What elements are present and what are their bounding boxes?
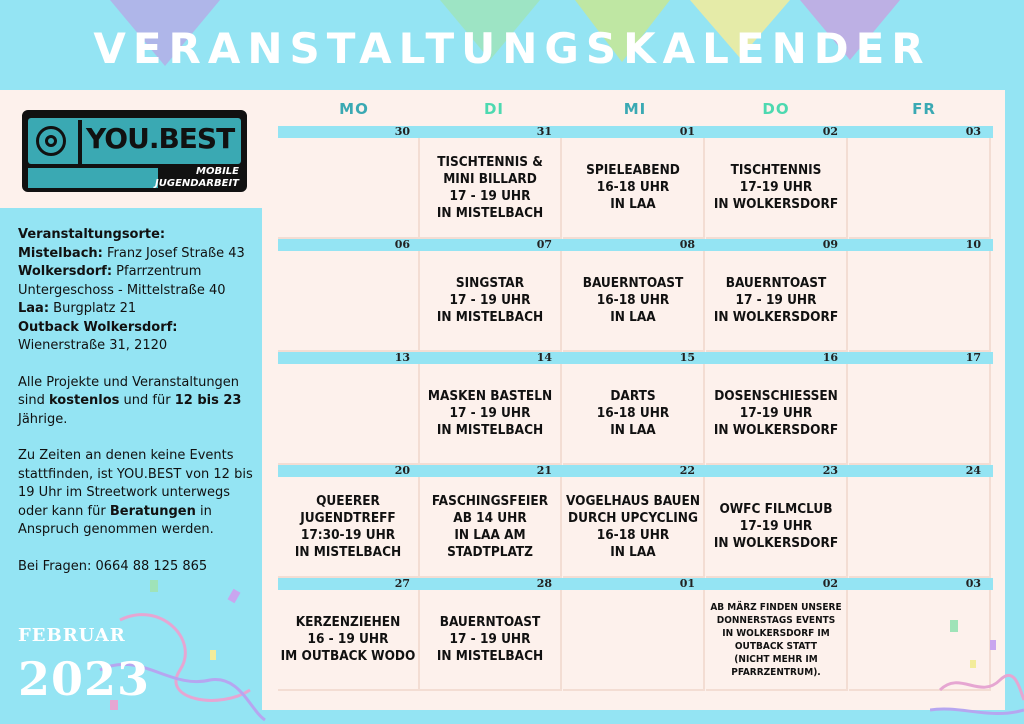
day-number: 20	[394, 464, 410, 477]
location-name: Wolkersdorf:	[18, 264, 113, 279]
day-number: 02	[822, 577, 838, 590]
day-number: 09	[822, 238, 838, 251]
calendar-cell: SPIELEABEND 16-18 UHR IN LAA	[563, 138, 705, 239]
calendar-cell	[563, 590, 705, 691]
day-header-mo: MO	[339, 100, 369, 118]
day-number: 30	[394, 125, 410, 138]
day-header-di: DI	[483, 100, 505, 118]
calendar-cell: TISCHTENNIS & MINI BILLARD 17 - 19 UHR IN MISTELBACH	[420, 138, 562, 239]
location-address: Franz Josef Straße 43	[102, 245, 245, 261]
calendar-cell: OWFC FILMCLUB 17-19 UHR IN WOLKERSDORF	[706, 477, 848, 578]
calendar-cell: BAUERNTOAST 17 - 19 UHR IN WOLKERSDORF	[706, 251, 848, 352]
confetti-decoration-right	[930, 610, 1024, 724]
calendar-cell	[849, 251, 991, 352]
day-number: 10	[965, 238, 981, 251]
calendar-cell	[849, 138, 991, 239]
logo	[22, 110, 247, 192]
location-name: Laa:	[18, 301, 50, 316]
calendar-cell	[278, 364, 420, 465]
day-number: 13	[394, 351, 410, 364]
day-number: 23	[822, 464, 838, 477]
day-number: 27	[394, 577, 410, 590]
day-number: 08	[679, 238, 695, 251]
year-label: 2023	[18, 652, 151, 706]
day-header-fr: FR	[912, 100, 936, 118]
logo-subtitle-2: JUGENDARBEIT	[155, 178, 239, 189]
calendar-cell: SINGSTAR 17 - 19 UHR IN MISTELBACH	[420, 251, 562, 352]
day-number: 15	[679, 351, 695, 364]
day-number: 02	[822, 125, 838, 138]
logo-subtitle-1: MOBILE	[196, 166, 239, 177]
day-header-do: DO	[762, 100, 790, 118]
location-address: Burgplatz 21	[49, 301, 137, 316]
calendar-cell	[278, 251, 420, 352]
calendar-cell: VOGELHAUS BAUEN DURCH UPCYCLING 16-18 UHR IN LAA	[563, 477, 705, 578]
day-number: 03	[965, 125, 981, 138]
info-paragraph-free: Alle Projekte und Veranstaltungen sind kostenlos und für 12 bis 23 Jährige.	[18, 374, 242, 427]
calendar-cell: FASCHINGSFEIER AB 14 UHR IN LAA AM STADTPLATZ	[420, 477, 562, 578]
info-text	[18, 226, 258, 576]
logo-circle-icon	[36, 126, 66, 156]
locations-heading: Veranstaltungsorte:	[18, 227, 166, 242]
calendar-cell: MASKEN BASTELN 17 - 19 UHR IN MISTELBACH	[420, 364, 562, 465]
calendar-cell: DOSENSCHIESSEN 17-19 UHR IN WOLKERSDORF	[706, 364, 848, 465]
day-number: 16	[822, 351, 838, 364]
day-number: 03	[965, 577, 981, 590]
day-number: 17	[965, 351, 981, 364]
calendar-cell	[849, 364, 991, 465]
calendar-cell	[278, 138, 420, 239]
day-number: 01	[679, 577, 695, 590]
day-number: 07	[536, 238, 552, 251]
day-number: 22	[679, 464, 695, 477]
calendar-cell	[849, 477, 991, 578]
page-title: VERANSTALTUNGSKALENDER	[93, 24, 931, 73]
location-name: Mistelbach:	[18, 245, 103, 261]
logo-text: YOU.BEST	[86, 122, 235, 155]
location-address: Wienerstraße 31, 2120	[18, 338, 168, 353]
calendar-cell: BAUERNTOAST 16-18 UHR IN LAA	[563, 251, 705, 352]
day-number: 01	[679, 125, 695, 138]
calendar-cell: QUEERER JUGENDTREFF 17:30-19 UHR IN MISTELBACH	[278, 477, 420, 578]
day-number: 14	[536, 351, 552, 364]
day-header-mi: MI	[623, 100, 647, 118]
calendar-cell: KERZENZIEHEN 16 - 19 UHR IM OUTBACK WODO	[278, 590, 420, 691]
month-label: FEBRUAR	[18, 625, 126, 646]
calendar-cell: AB MÄRZ FINDEN UNSERE DONNERSTAGS EVENTS IN WOLKERSDORF IM OUTBACK STATT (NICHT MEHR IM PFARRZENTRUM).	[706, 590, 848, 691]
day-number: 31	[536, 125, 552, 138]
day-number: 24	[965, 464, 981, 477]
contact-phone: Bei Fragen: 0664 88 125 865	[18, 558, 208, 574]
calendar-cell: BAUERNTOAST 17 - 19 UHR IN MISTELBACH	[420, 590, 562, 691]
info-paragraph-streetwork: Zu Zeiten an denen keine Events stattfinden, ist YOU.BEST von 12 bis 19 Uhr im Streetwork unterwegs oder kann für Beratungen in Anspruch genommen werden.	[18, 448, 253, 537]
calendar-cell: TISCHTENNIS 17-19 UHR IN WOLKERSDORF	[706, 138, 848, 239]
day-number: 21	[536, 464, 552, 477]
calendar-cell: DARTS 16-18 UHR IN LAA	[563, 364, 705, 465]
day-number: 28	[536, 577, 552, 590]
location-address: Pfarrzentrum Untergeschoss - Mittelstraße 40	[18, 264, 226, 298]
location-name: Outback Wolkersdorf:	[18, 319, 178, 335]
day-number: 06	[394, 238, 410, 251]
